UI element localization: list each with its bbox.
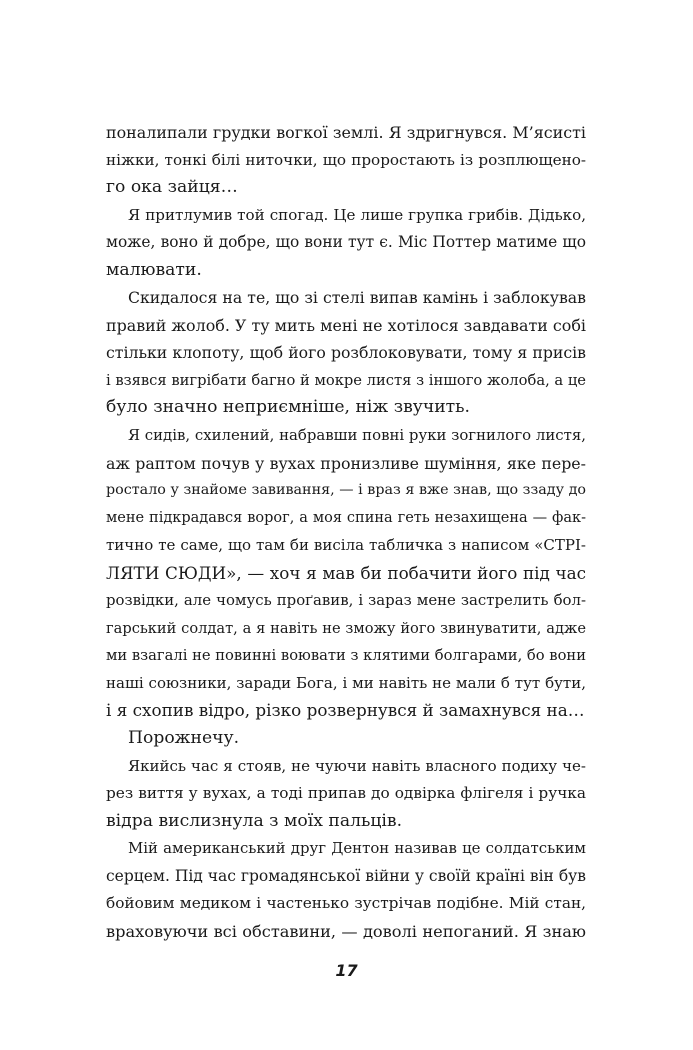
text-line: ростало у знайоме завивання, — і враз я вже знав, що ззаду до	[106, 482, 586, 499]
text-line: бойовим медиком і частенько зустрічав подібне. Мій стан,	[106, 894, 586, 913]
text-line: наші союзники, заради Бога, і ми навіть не мали б тут бути,	[106, 673, 586, 692]
text-line: Якийсь час я стояв, не чуючи навіть власного подиху че-	[128, 756, 586, 775]
text-line: ніжки, тонкі білі ниточки, що проростають із розплющено-	[106, 150, 586, 169]
text-line: стільки клопоту, щоб його розблоковувати, тому я присів	[106, 343, 586, 363]
text-line: рез виття у вухах, а тоді припав до одвірка флігеля і ручка	[106, 784, 586, 803]
text-line: Мій американський друг Дентон називав це солдатським	[128, 839, 586, 858]
text-line: ЛЯТИ СЮДИ», — хоч я мав би побачити його під час	[106, 562, 586, 583]
text-line: відра вислизнула з моїх пальців.	[106, 810, 403, 831]
text-line: і я схопив відро, різко розвернувся й замахнувся на…	[106, 700, 585, 721]
page-number: 17	[335, 961, 358, 980]
text-line: поналипали грудки вогкої землі. Я здригнувся. М’ясисті	[106, 123, 586, 142]
text-line: Я притлумив той спогад. Це лише групка грибів. Дідько,	[128, 205, 586, 224]
text-line: враховуючи всі обставини, — доволі непоганий. Я знаю	[106, 921, 586, 941]
body-text	[106, 119, 586, 945]
text-line: і взявся вигрібати багно й мокре листя з іншого жолоба, а це	[106, 371, 586, 389]
text-line: розвідки, але чомусь проґавив, і зараз мене застрелить бол-	[106, 591, 586, 610]
text-line: Я сидів, схилений, набравши повні руки зогнилого листя,	[128, 426, 586, 445]
text-line: правий жолоб. У ту мить мені не хотілося завдавати собі	[106, 315, 586, 335]
text-line: го ока зайця…	[106, 177, 238, 198]
text-line: було значно неприємніше, ніж звучить.	[106, 397, 471, 418]
text-line: мене підкрадався ворог, а моя спина геть незахищена — фак-	[106, 509, 586, 526]
text-line: малювати.	[106, 259, 202, 280]
text-line: Скидалося на те, що зі стелі випав камінь і заблокував	[128, 288, 586, 308]
text-line: Порожнечу.	[128, 728, 240, 749]
text-line: аж раптом почув у вухах пронизливе шуміння, яке пере-	[106, 453, 586, 473]
text-line: тично те саме, що там би висіла табличка з написом «СТРІ-	[106, 536, 586, 555]
text-line: ми взагалі не повинні воювати з клятими болгарами, бо вони	[106, 647, 586, 665]
text-line: гарський солдат, а я навіть не зможу його звинуватити, адже	[106, 619, 586, 637]
text-line: може, воно й добре, що вони тут є. Міс Поттер матиме що	[106, 233, 586, 252]
text-line: серцем. Під час громадянської війни у своїй країні він був	[106, 866, 586, 885]
